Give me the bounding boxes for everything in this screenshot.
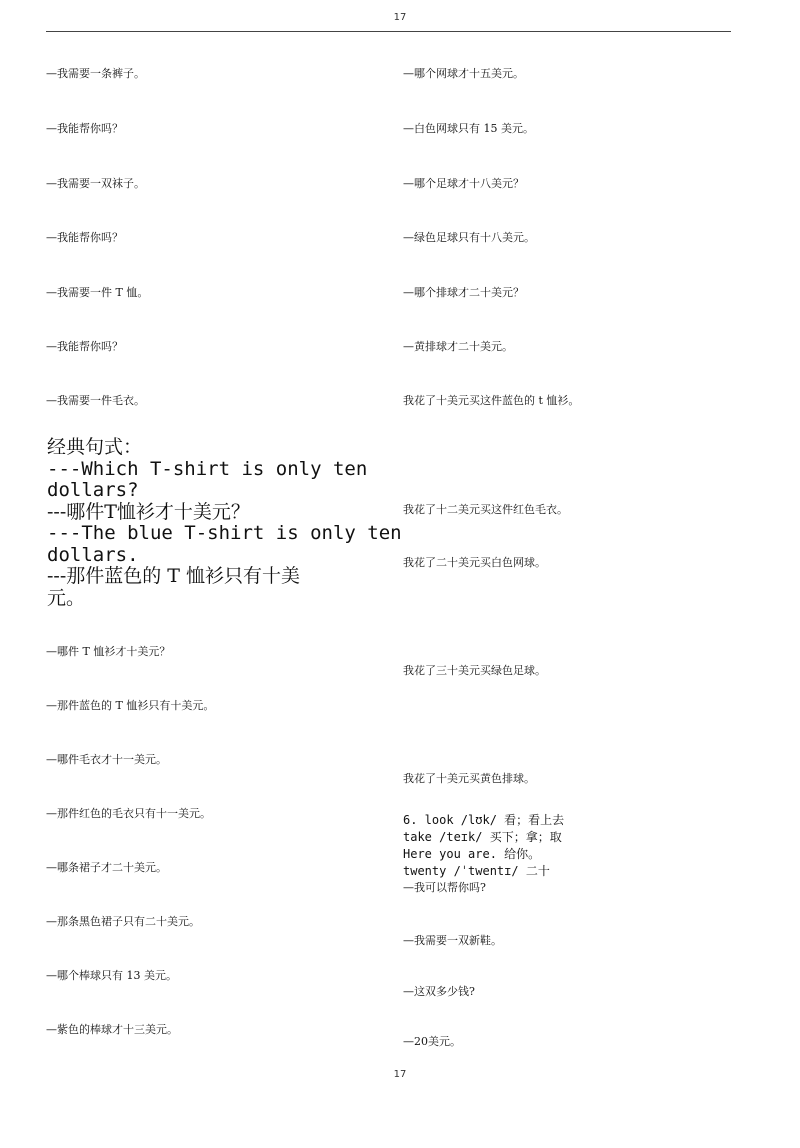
example-line: ---Which T-shirt is only ten <box>47 457 368 480</box>
page-number-bottom: 17 <box>393 1069 407 1080</box>
example-line: ---The blue T-shirt is only ten <box>47 522 402 544</box>
dialogue-line: —那件红色的毛衣只有十一美元。 <box>46 807 211 820</box>
sentence-line: 我花了十二美元买这件红色毛衣。 <box>403 503 568 516</box>
sentence-line: 我花了十美元买这件蓝色的 t 恤衫。 <box>403 394 580 407</box>
sentence-line: 我花了三十美元买绿色足球。 <box>403 664 546 677</box>
dialogue-line: —哪个网球才十五美元。 <box>403 67 524 80</box>
example-line: dollars? <box>47 479 139 501</box>
dialogue-line: —我可以帮你吗? <box>403 881 486 894</box>
vocab-line: twenty /ˈtwentɪ/ 二十 <box>403 864 550 878</box>
dialogue-line: —我需要一条裤子。 <box>46 67 145 80</box>
dialogue-line: —紫色的棒球才十三美元。 <box>46 1023 178 1036</box>
vocab-line: Here you are. 给你。 <box>403 847 541 861</box>
dialogue-line: —哪件毛衣才十一美元。 <box>46 753 167 766</box>
dialogue-line: —哪个排球才二十美元？ <box>403 286 524 299</box>
example-line: ---那件蓝色的 T 恤衫只有十美 <box>47 565 301 587</box>
dialogue-line: —我需要一双袜子。 <box>46 177 145 190</box>
example-line: ---哪件T恤衫才十美元？ <box>47 500 250 523</box>
dialogue-line: —哪条裙子才二十美元。 <box>46 861 167 874</box>
dialogue-line: —那条黑色裙子只有二十美元。 <box>46 915 200 928</box>
example-line: dollars. <box>47 543 139 566</box>
dialogue-line: —我能帮你吗？ <box>46 340 123 353</box>
dialogue-line: —我需要一件毛衣。 <box>46 394 145 407</box>
sentence-line: 我花了十美元买黄色排球。 <box>403 772 535 785</box>
classic-sentences-block <box>47 436 402 609</box>
section-heading: 经典句式： <box>47 436 143 458</box>
header-rule <box>46 31 731 32</box>
dialogue-line: —绿色足球只有十八美元。 <box>403 231 535 244</box>
page-number-top: 17 <box>393 12 407 23</box>
dialogue-line: —我能帮你吗？ <box>46 122 123 135</box>
vocab-line: 6. look /lʊk/ 看；看上去 <box>403 813 565 827</box>
vocab-line: take /teɪk/ 买下；拿；取 <box>403 830 562 844</box>
sentence-line: 我花了二十美元买白色网球。 <box>403 556 546 569</box>
dialogue-line: —哪个棒球只有 13 美元。 <box>46 969 177 982</box>
dialogue-line: —哪件 T 恤衫才十美元？ <box>46 645 171 658</box>
dialogue-line: —黄排球才二十美元。 <box>403 340 513 353</box>
dialogue-line: —这双多少钱? <box>403 985 475 998</box>
dialogue-line: —哪个足球才十八美元？ <box>403 177 524 190</box>
dialogue-line: —我能帮你吗？ <box>46 231 123 244</box>
dialogue-line: —我需要一件 T 恤。 <box>46 286 149 299</box>
dialogue-line: —我需要一双新鞋。 <box>403 934 502 947</box>
dialogue-line: —20美元。 <box>403 1035 461 1048</box>
dialogue-line: —那件蓝色的 T 恤衫只有十美元。 <box>46 699 215 712</box>
dialogue-line: —白色网球只有 15 美元。 <box>403 122 534 135</box>
example-line: 元。 <box>47 586 86 609</box>
